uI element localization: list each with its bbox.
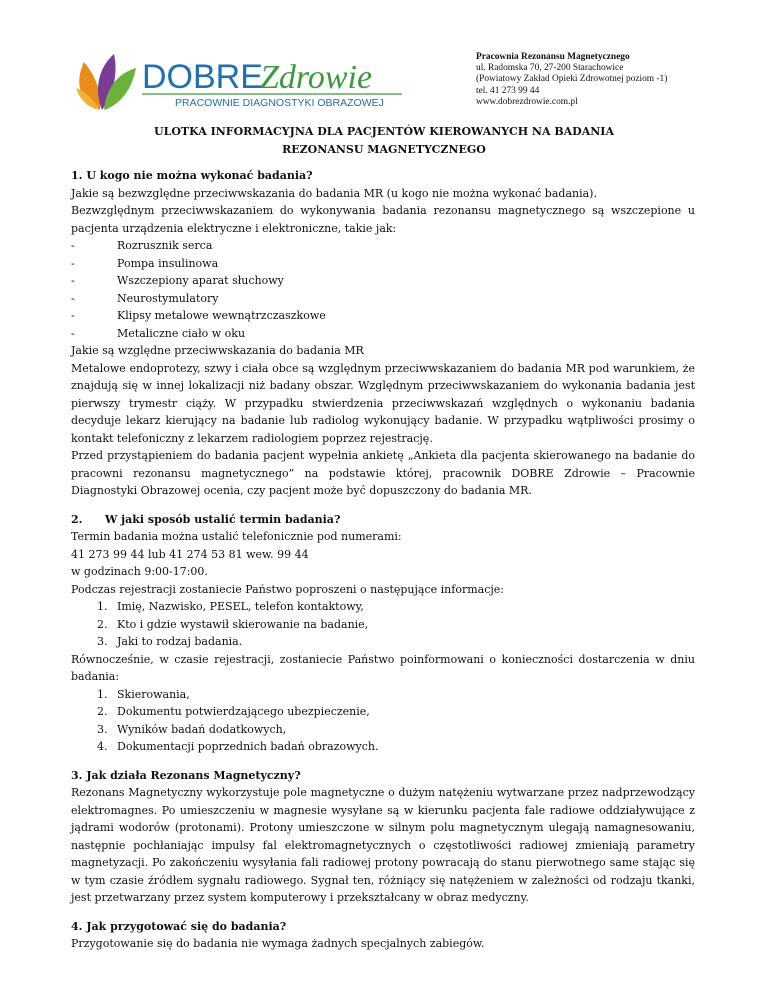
list-item	[71, 616, 695, 634]
dobre-zdrowie-logo	[70, 48, 410, 118]
list-item	[71, 633, 695, 651]
list-number: 2.	[97, 617, 108, 631]
list-item-text: Wszczepiony aparat słuchowy	[117, 274, 284, 287]
relative-contraindications-paragraph: Metalowe endoprotezy, szwy i ciała obce są względnym przeciwwskazaniem do badania MR pod warunkiem, że znajdują się w innej lokalizacji niż badany obszar. Względnym przeciwwskazaniem do wykonania badania jest pierwszy trymestr ciąży. W przypadku stwierdzenia przeciwwskazań względnych o wykonaniu badania decyduje lekarz kierujący na badanie lub radiolog wykonujący badanie. W przypadku wątpliwości prosimy o kontakt telefoniczny z lekarzem radiologiem poprzez rejestrację.	[71, 361, 695, 445]
documents-intro: Równocześnie, w czasie rejestracji, zostaniecie Państwo poinformowani o konieczności dostarczenia w dniu badania:	[71, 652, 695, 683]
list-item	[71, 290, 695, 308]
list-item	[71, 686, 695, 704]
list-item-text: Neurostymulatory	[117, 291, 219, 305]
section-1-heading: 1. U kogo nie można wykonać badania?	[71, 169, 313, 182]
relative-contraindications-heading: Jakie są względne przeciwwskazania do badania MR	[71, 344, 364, 357]
section-3-paragraph: Rezonans Magnetyczny wykorzystuje pole magnetyczne o dużym natężeniu wytwarzane przez nadprzewodzący elektromagnes. Po umieszczeniu w magnesie wysyłane są w kierunku pacjenta fale radiowe oddziaływujące z jądrami wodorów (protonami). Protony umieszczone w silnym polu magnetycznym ulegają namagnesowaniu, następnie pochłaniając impulsy fal elektromagnetycznych o częstotliwości radiowej zmieniają parametry magnetyzacji. Po zakończeniu wysyłania fali radiowej protony powracają do stanu pierwotnego same stając się w tym czasie źródłem sygnału radiowego. Sygnał ten, różniący się natężeniem w zależności od rodzaju tkanki, jest przetwarzany przez system komputerowy i przekształcany w obraz medyczny.	[71, 786, 695, 904]
list-item	[71, 237, 695, 255]
list-number: 4.	[97, 740, 108, 753]
contact-org: Pracownia Rezonansu Magnetycznego	[476, 52, 630, 62]
section-2-number: 2.	[71, 512, 83, 526]
section-2-heading	[71, 511, 695, 529]
dash-marker: -	[71, 239, 75, 252]
list-item-text: Dokumentu potwierdzającego ubezpieczenie,	[117, 705, 370, 718]
dash-marker: -	[71, 256, 75, 270]
survey-paragraph: Przed przystąpieniem do badania pacjent wypełnia ankietę „Ankieta dla pacjenta skierowanego na badanie do pracowni rezonansu magnetycznego” na podstawie której, pracownik DOBRE Zdrowie – Pracownie Diagnostyki Obrazowej ocenia, czy pacjent może być dopuszczony do badania MR.	[71, 449, 695, 497]
list-item	[71, 721, 695, 739]
section-3-heading: 3. Jak działa Rezonans Magnetyczny?	[71, 768, 301, 782]
dash-marker: -	[71, 291, 75, 305]
brand-dobre: DOBRE	[142, 58, 263, 96]
list-item-text: Wyników badań dodatkowych,	[117, 722, 287, 736]
list-item	[71, 703, 695, 721]
title-line-1: ULOTKA INFORMACYJNA DLA PACJENTÓW KIEROWANYCH NA BADANIA	[154, 125, 614, 138]
list-item-text: Rozrusznik serca	[117, 239, 213, 252]
brand-zdrowie: Zdrowie	[260, 59, 373, 96]
list-number: 1.	[97, 687, 108, 701]
dash-marker: -	[71, 309, 75, 322]
leaf-icon	[76, 54, 136, 110]
contact-block	[476, 52, 736, 108]
section-1-paragraph: Bezwzględnym przeciwwskazaniem do wykonywania badania rezonansu magnetycznego są wszczepione u pacjenta urządzenia elektryczne i elektroniczne, takie jak:	[71, 204, 695, 235]
list-item	[71, 325, 695, 343]
list-item-text: Jaki to rodzaj badania.	[117, 635, 243, 648]
title-line-2: REZONANSU MAGNETYCZNEGO	[282, 142, 486, 156]
section-4-paragraph: Przygotowanie się do badania nie wymaga żadnych specjalnych zabiegów.	[71, 937, 485, 950]
list-item-text: Metaliczne ciało w oku	[117, 326, 246, 340]
list-number: 3.	[97, 722, 108, 736]
list-item-text: Pompa insulinowa	[117, 256, 219, 270]
list-item-text: Dokumentacji poprzednich badań obrazowych.	[117, 740, 379, 753]
list-number: 1.	[97, 600, 108, 613]
list-item	[71, 738, 695, 756]
list-item	[71, 255, 695, 273]
list-item-text: Kto i gdzie wystawił skierowanie na badanie,	[117, 617, 369, 631]
opening-hours: w godzinach 9:00-17:00.	[71, 565, 208, 578]
list-item-text: Skierowania,	[117, 687, 190, 701]
section-2-line-1: Termin badania można ustalić telefonicznie pod numerami:	[71, 530, 402, 543]
list-item-text: Imię, Nazwisko, PESEL, telefon kontaktowy,	[117, 600, 364, 613]
section-4-heading: 4. Jak przygotować się do badania?	[71, 919, 287, 933]
list-number: 3.	[97, 635, 108, 648]
document-body	[71, 167, 695, 953]
phone-numbers: 41 273 99 44 lub 41 274 53 81 wew. 99 44	[71, 547, 309, 561]
dash-marker: -	[71, 274, 75, 287]
list-item-text: Klipsy metalowe wewnątrzczaszkowe	[117, 309, 326, 322]
list-item	[71, 272, 695, 290]
brand-tagline: PRACOWNIE DIAGNOSTYKI OBRAZOWEJ	[175, 97, 384, 109]
section-2-title: W jaki sposób ustalić termin badania?	[105, 512, 341, 526]
page-title	[80, 123, 688, 158]
contact-location: (Powiatowy Zakład Opieki Zdrowotnej poziom -1)	[476, 74, 668, 85]
contact-website[interactable]: www.dobrezdrowie.com.pl	[476, 96, 578, 107]
registration-intro: Podczas rejestracji zostaniecie Państwo poproszeni o następujące informacje:	[71, 582, 504, 596]
list-item	[71, 598, 695, 616]
list-item	[71, 307, 695, 325]
contact-phone: tel. 41 273 99 44	[476, 85, 540, 96]
section-1-intro: Jakie są bezwzględne przeciwwskazania do badania MR (u kogo nie można wykonać badania).	[71, 186, 597, 200]
dash-marker: -	[71, 326, 75, 340]
contact-address: ul. Radomska 70, 27-200 Starachowice	[476, 63, 624, 74]
list-number: 2.	[97, 705, 108, 718]
